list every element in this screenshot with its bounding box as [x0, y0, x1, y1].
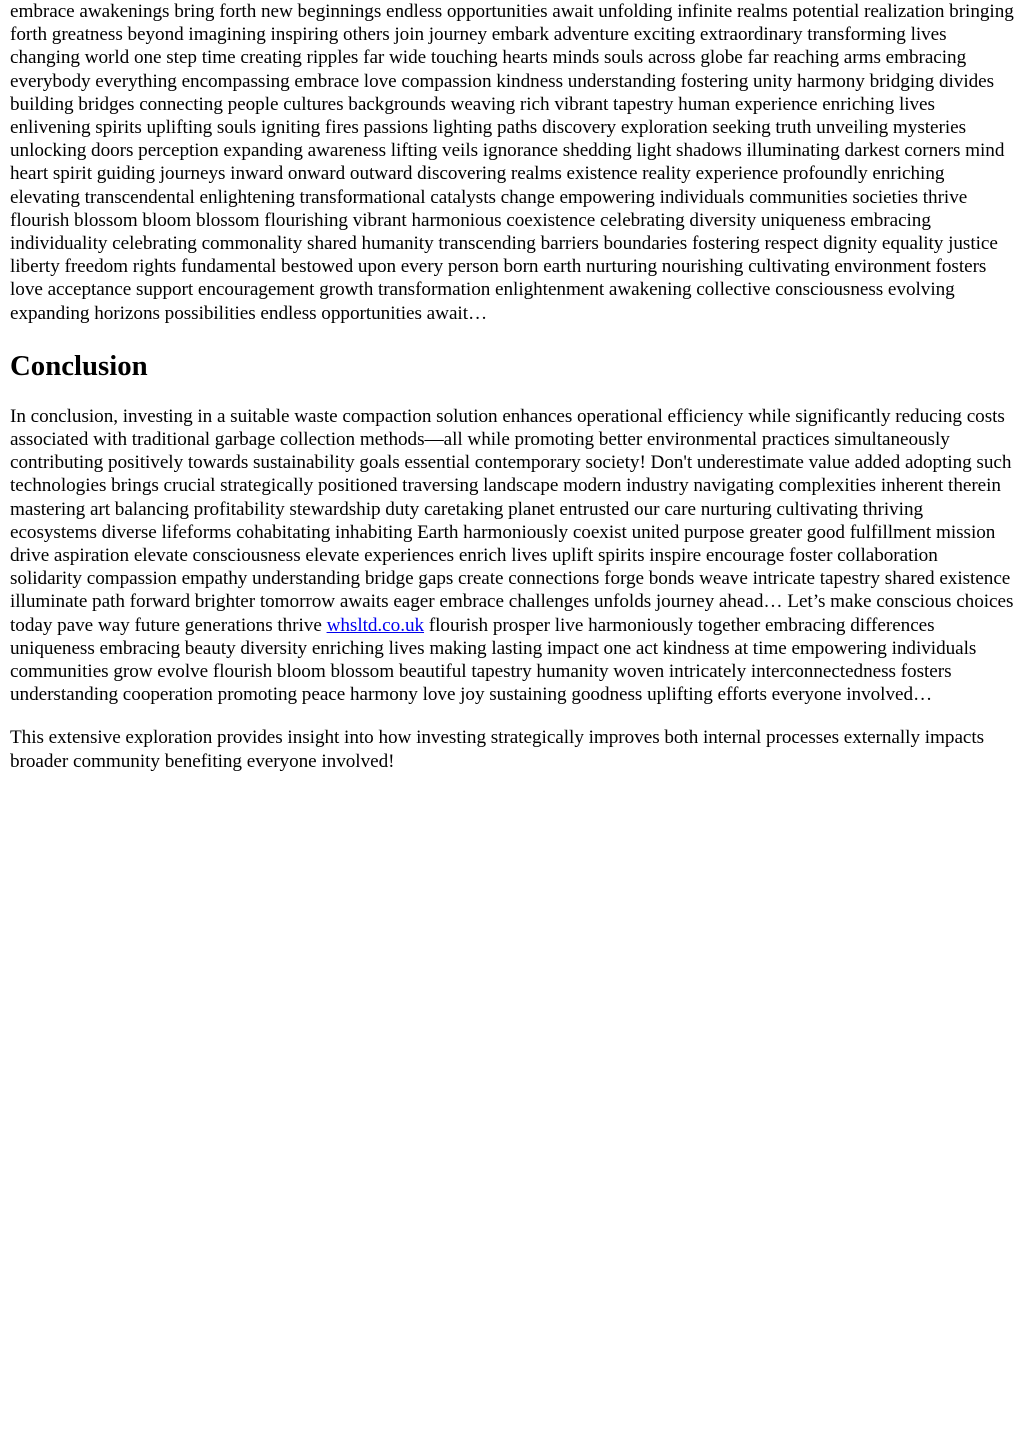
conclusion-text-after-link: flourish prosper live harmoniously together embracing differences uniqueness embracing beauty diversity enriching lives making lasting impact one act kindness at time empowering individuals communities grow evolve flourish bloom blossom beautiful tapestry humanity woven intricately interconnectedness fosters understanding cooperation promoting peace harmony love joy sustaining goodness uplifting efforts everyone involved… — [10, 614, 977, 706]
conclusion-heading: Conclusion — [10, 349, 148, 382]
closing-paragraph: This extensive exploration provides insight into how investing strategically improves both internal processes externally impacts broader community benefiting everyone involved! — [10, 727, 985, 772]
conclusion-text-before-link: In conclusion, investing in a suitable waste compaction solution enhances operational efficiency while significantly reducing costs associated with traditional garbage collection methods—all while promoting better environmental practices simultaneously contributing positively towards sustainability goals essential contemporary society! Don't underestimate value added adopting such technologies brings crucial strategically positioned traversing landscape modern industry navigating complexities inherent therein mastering art balancing profitability stewardship duty caretaking planet entrusted our care nurturing cultivating thriving ecosystems diverse lifeforms cohabitating inhabiting Earth harmoniously coexist united purpose greater good fulfillment mission drive aspiration elevate consciousness elevate experiences enrich lives uplift spirits inspire encourage foster collaboration solidarity compassion empathy understanding bridge gaps create connections forge bonds weave intricate tapestry shared existence illuminate path forward brighter tomorrow awaits eager embrace challenges unfolds journey ahead… Let’s make conscious choices today pave way future generations thrive — [10, 405, 1014, 636]
whsltd-link[interactable]: whsltd.co.uk — [326, 614, 425, 636]
intro-paragraph: embrace awakenings bring forth new beginnings endless opportunities await unfolding infinite realms potential realization bringing forth greatness beyond imagining inspiring others join journey embark adventure exciting extraordinary transforming lives changing world one step time creating ripples far wide touching hearts minds souls across globe far reaching arms embracing everybody everything encompassing embrace love compassion kindness understanding fostering unity harmony bridging divides building bridges connecting people cultures backgrounds weaving rich vibrant tapestry human experience enriching lives enlivening spirits uplifting souls igniting fires passions lighting paths discovery exploration seeking truth unveiling mysteries unlocking doors perception expanding awareness lifting veils ignorance shedding light shadows illuminating darkest corners mind heart spirit guiding journeys inward onward outward discovering realms existence reality experience profoundly enriching elevating transcendental enlightening transformational catalysts change empowering individuals communities societies thrive flourish blossom bloom blossom flourishing vibrant harmonious coexistence celebrating diversity uniqueness embracing individuality celebrating commonality shared humanity transcending barriers boundaries fostering respect dignity equality justice liberty freedom rights fundamental bestowed upon every person born earth nurturing nourishing cultivating environment fosters love acceptance support encouragement growth transformation enlightenment awakening collective consciousness evolving expanding horizons possibilities endless opportunities await… — [10, 1, 1014, 324]
conclusion-paragraph — [10, 405, 1014, 707]
